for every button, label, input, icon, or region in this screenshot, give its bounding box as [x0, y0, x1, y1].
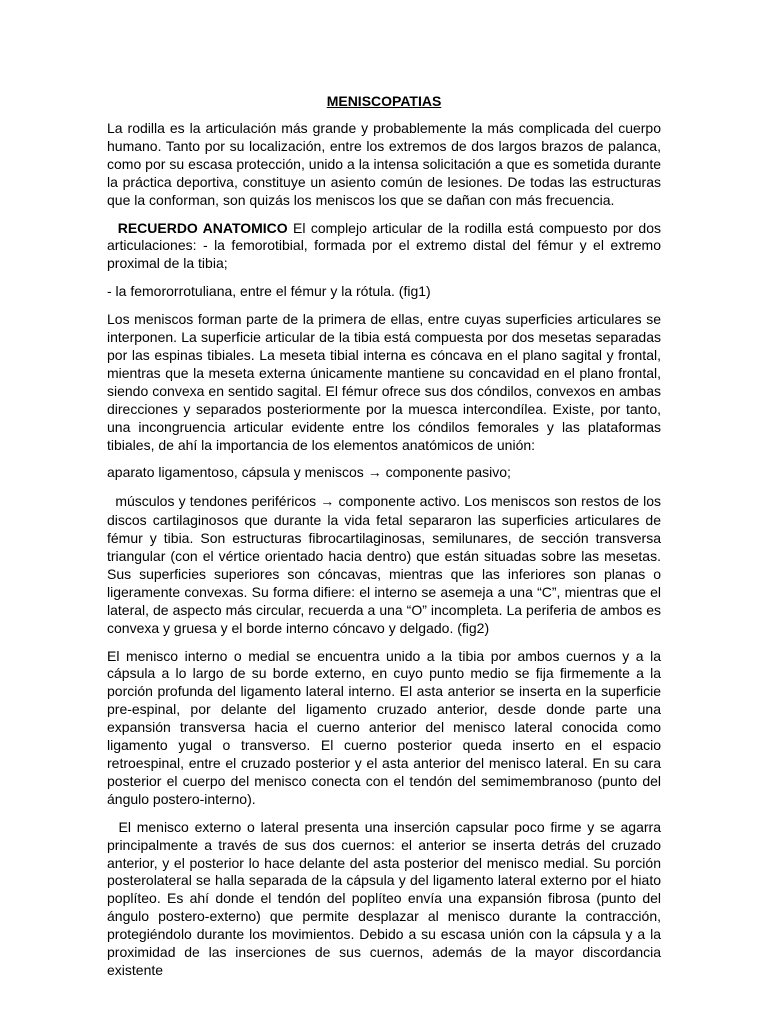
meniscos-paragraph: Los meniscos forman parte de la primera de ellas, entre cuyas superficies articulares se interponen. La superficie articular de la tibia está compuesta por dos mesetas separadas por las espinas tibiales. La meseta tibial interna es cóncava en el plano sagital y frontal, mientras que la meseta externa únicamente mantiene su concavidad en el plano frontal, siendo convexa en sentido sagital. El fémur ofrece sus dos cóndilos, convexos en ambas direcciones y separados posteriormente por la muesca intercondílea. Existe, por tanto, una incongruencia articular evidente entre los cóndilos femorales y las plataformas tibiales, de ahí la importancia de los elementos anatómicos de unión:: [107, 311, 661, 453]
bullet-activo-paragraph: [107, 493, 661, 637]
menisco-externo-text: El menisco externo o lateral presenta una inserción capsular poco firme y se agarra principalmente a través de sus dos cuernos: el anterior se inserta detrás del cruzado anterior, y el posterior lo hace delante del asta posterior del menisco medial. Su porción posterolateral se halla separada de la cápsula y del ligamento lateral externo por el hiato poplíteo. Es ahí donde el tendón del poplíteo envía una expansión fibrosa (punto del ángulo postero-externo) que permite desplazar al menisco durante la contracción, protegiéndolo durante los movimientos. Debido a su escasa unión con la cápsula y a la proximidad de las inserciones de sus cuernos, además de la mayor discordancia existente: [107, 818, 661, 978]
bullet-activo-text: músculos y tendones periféricos → componente activo. Los meniscos son restos de los discos cartilaginosos que durante la vida fetal separaron las superficies articulares de fémur y tibia. Son estructuras fibrocartilaginosas, semilunares, de sección transversa triangular (con el vértice orientado hacia dentro) que están situadas sobre las mesetas. Sus superficies superiores son cóncavas, mientras que las inferiores son planas o ligeramente convexas. Su forma difiere: el interno se asemeja a una “C”, mientras que el lateral, de aspecto más circular, recuerda a una “O” incompleta. La periferia de ambos es convexa y gruesa y el borde interno cóncavo y delgado. (fig2): [107, 493, 661, 636]
menisco-externo-paragraph: [107, 819, 661, 980]
femororotuliana-paragraph: - la femororrotuliana, entre el fémur y la rótula. (fig1): [107, 283, 431, 300]
bullet-pasivo-text: aparato ligamentoso, cápsula y meniscos → componente pasivo;: [107, 464, 511, 481]
page-title: MENISCOPATIAS: [326, 93, 442, 109]
recuerdo-heading: RECUERDO ANATOMICO: [117, 219, 288, 236]
recuerdo-paragraph: [107, 220, 661, 274]
menisco-interno-paragraph: El menisco interno o medial se encuentra unido a la tibia por ambos cuernos y a la cápsula a lo largo de su borde externo, en cuyo punto medio se fija firmemente a la porción profunda del ligamento lateral interno. El asta anterior se inserta en la superficie pre-espinal, por delante del ligamento cruzado anterior, desde donde parte una expansión transversa hacia el cuerno anterior del menisco lateral conocida como ligamento yugal o transverso. El cuerno posterior queda inserto en el espacio retroespinal, entre el cruzado posterior y el asta anterior del menisco lateral. En su cara posterior el cuerpo del menisco conecta con el tendón del semimembranoso (punto del ángulo postero-interno).: [107, 647, 661, 807]
bullet-pasivo-paragraph: [107, 464, 661, 483]
document-body: [107, 120, 661, 990]
intro-paragraph: La rodilla es la articulación más grande y probablemente la más complicada del cuerpo humano. Tanto por su localización, entre los extremos de dos largos brazos de palanca, como por su escasa protección, unido a la intensa solicitación a que es sometida durante la práctica deportiva, constituye un asiento común de lesiones. De todas las estructuras que la conforman, son quizás los meniscos los que se dañan con más frecuencia.: [107, 120, 661, 208]
recuerdo-text: El complejo articular de la rodilla está compuesto por dos articulaciones: - la femorotibial, formada por el extremo distal del fémur y el extremo proximal de la tibia;: [107, 219, 661, 272]
